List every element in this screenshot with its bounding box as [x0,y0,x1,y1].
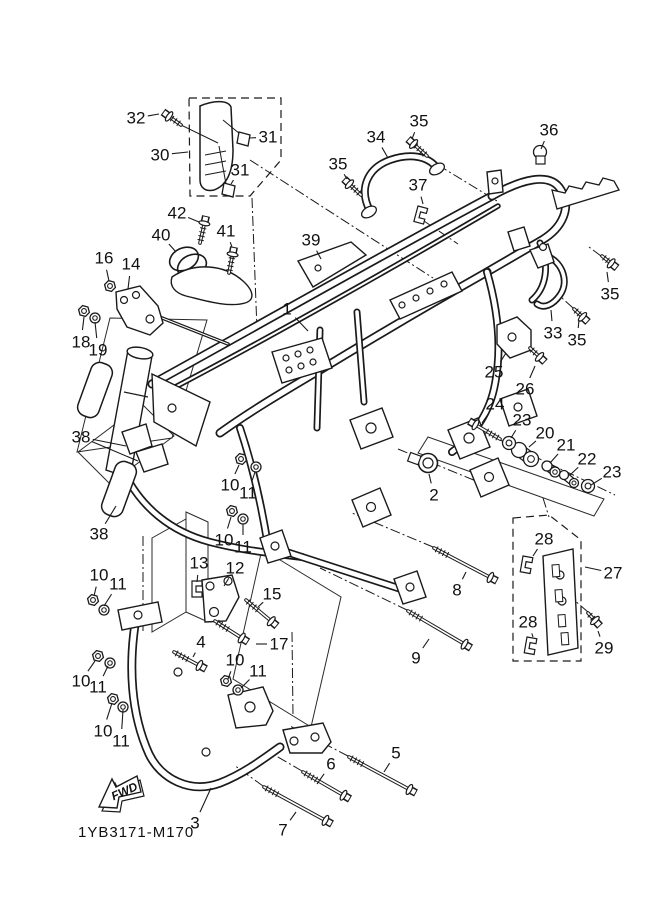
callout-leader-line [169,244,176,252]
part-number-label[interactable]: 27 [603,563,623,583]
part-callout-42[interactable] [168,204,199,223]
part-number-label[interactable]: 11 [112,731,130,751]
callout-leader-line [128,276,130,289]
part-callout-11[interactable] [241,662,267,689]
part-number-label[interactable]: 15 [262,584,282,604]
drawing-code: 1YB3171-M170 [78,824,195,841]
part-callout-2[interactable] [429,474,439,505]
callout-leader-line [550,454,558,463]
part-callout-35[interactable] [568,320,587,350]
part-callout-35[interactable] [601,272,620,304]
part-number-label[interactable]: 13 [189,553,209,573]
part-number-label[interactable]: 10 [225,650,245,670]
part-callout-5[interactable] [384,744,401,773]
part-number-label[interactable]: 42 [167,203,187,223]
part-number-label[interactable]: 24 [485,394,505,414]
callout-leader-line [532,633,533,637]
part-callout-32[interactable] [127,109,159,128]
part-number-label[interactable]: 40 [151,225,171,245]
part-number-label[interactable]: 29 [594,638,614,658]
callout-leader-line [197,575,198,582]
part-number-label[interactable]: 34 [366,127,386,147]
part-number-label[interactable]: 28 [534,529,554,549]
part-number-label[interactable]: 22 [577,449,597,469]
callout-leader-line [462,572,466,579]
part-callout-19[interactable] [89,322,108,360]
part-callout-36[interactable] [540,121,559,150]
part-number-label[interactable]: 33 [543,323,563,343]
part-number-label[interactable]: 5 [391,743,401,763]
part-number-label[interactable]: 10 [220,475,240,495]
part-callout-26[interactable] [516,366,535,399]
part-number-label[interactable]: 4 [196,632,206,652]
part-number-label[interactable]: 28 [518,612,538,632]
callout-leader-line [107,703,112,720]
part-callout-17[interactable] [256,635,288,654]
part-number-label[interactable]: 25 [484,362,504,382]
part-callout-14[interactable] [122,255,141,290]
part-callout-35[interactable] [410,112,429,140]
part-callout-7[interactable] [278,812,296,840]
part-callout-10[interactable] [221,465,240,495]
part-number-label[interactable]: 14 [121,254,141,274]
part-number-callouts [72,109,623,840]
part-number-label[interactable]: 36 [539,120,559,140]
callout-leader-line [104,594,112,606]
part-number-label[interactable]: 11 [239,483,257,503]
part-callout-24[interactable] [482,395,504,424]
part-number-label[interactable]: 21 [556,435,576,455]
part-callout-37[interactable] [409,176,428,205]
part-number-label[interactable]: 10 [214,530,234,550]
part-callout-28[interactable] [533,530,553,557]
part-callout-8[interactable] [452,572,466,600]
part-callout-27[interactable] [585,564,622,583]
part-number-label[interactable]: 8 [452,580,462,600]
part-callout-33[interactable] [544,310,563,343]
part-number-label[interactable]: 7 [278,820,288,840]
part-number-label[interactable]: 37 [408,175,428,195]
part-number-label[interactable]: 41 [216,221,236,241]
callout-leader-line [551,310,552,321]
part-callout-35[interactable] [329,155,348,180]
part-number-label[interactable]: 20 [535,423,555,443]
callout-leader-line [530,366,535,378]
part-number-label[interactable]: 6 [326,754,336,774]
part-number-label[interactable]: 16 [94,248,114,268]
part-number-label[interactable]: 11 [234,537,252,557]
hardware-line-art [79,108,617,827]
callout-leader-line [172,152,188,154]
part-number-label[interactable]: 38 [89,524,109,544]
callout-leader-line [231,180,234,184]
part-number-label[interactable]: 26 [515,379,535,399]
callout-leader-line [290,812,296,820]
part-number-label[interactable]: 1 [282,299,292,319]
part-number-label[interactable]: 10 [89,565,109,585]
callout-leader-line [227,517,231,529]
callout-leader-line [412,132,415,139]
part-number-label[interactable]: 31 [258,127,278,147]
callout-leader-line [230,242,232,247]
callout-leader-line [423,639,429,648]
part-number-label[interactable]: 23 [512,410,532,430]
callout-leader-line [188,218,199,222]
callout-leader-line [94,587,96,596]
callout-leader-line [598,631,600,637]
callout-leader-line [382,147,388,158]
part-callout-10[interactable] [94,703,113,741]
part-number-label[interactable]: 30 [150,145,170,165]
part-number-label[interactable]: 35 [567,330,587,350]
callout-leader-line [103,666,108,676]
part-number-label[interactable]: 10 [71,671,91,691]
fwd-direction-arrow [99,776,144,812]
callout-leader-line [235,465,239,474]
part-callout-28[interactable] [519,613,538,638]
part-callout-6[interactable] [317,755,336,785]
part-number-label[interactable]: 35 [328,154,348,174]
part-callout-9[interactable] [411,639,429,668]
part-callout-13[interactable] [190,554,209,583]
callout-leader-line [88,661,95,671]
part-callout-34[interactable] [367,128,388,159]
part-callout-16[interactable] [95,249,114,282]
part-callout-11[interactable] [234,524,252,557]
part-callout-11[interactable] [89,666,108,697]
part-number-label[interactable]: 3 [190,813,200,833]
part-number-label[interactable]: 38 [71,427,91,447]
part-number-label[interactable]: 17 [269,634,289,654]
part-callout-10[interactable] [90,566,109,597]
part-callout-23[interactable] [511,411,531,439]
callout-leader-line [107,270,109,281]
part-callout-31[interactable] [250,128,277,147]
part-callout-41[interactable] [217,222,236,248]
part-callout-4[interactable] [193,633,206,658]
part-number-label[interactable]: 32 [126,108,146,128]
callout-leader-line [421,197,423,204]
callout-leader-line [533,549,537,556]
part-number-label[interactable]: 2 [429,485,439,505]
callout-leader-line [511,430,516,438]
part-number-label[interactable]: 31 [230,160,250,180]
callout-leader-line [585,567,601,570]
part-number-label[interactable]: 18 [71,332,91,352]
callout-leader-line [384,763,390,772]
part-callout-29[interactable] [595,631,614,658]
part-number-label[interactable]: 23 [602,462,622,482]
callout-leader-line [200,788,211,812]
part-number-label[interactable]: 39 [301,230,321,250]
callout-leader-line [82,317,84,330]
part-callout-40[interactable] [152,226,176,253]
part-number-label[interactable]: 19 [88,340,108,360]
part-number-label[interactable]: 11 [89,677,107,697]
part-callout-11[interactable] [112,710,130,751]
callout-leader-line [95,322,97,338]
part-callout-10[interactable] [226,651,245,680]
callout-leader-line [122,710,123,729]
part-callout-15[interactable] [258,585,281,608]
part-number-label[interactable]: 35 [600,284,620,304]
callout-leader-line [607,272,608,282]
part-callout-31[interactable] [231,161,250,185]
part-number-label[interactable]: 12 [225,558,245,578]
callout-leader-line [148,114,159,116]
part-number-label[interactable]: 10 [93,721,113,741]
part-callout-30[interactable] [151,146,188,165]
part-callout-10[interactable] [215,517,234,550]
part-number-label[interactable]: 9 [411,648,421,668]
part-number-label[interactable]: 35 [409,111,429,131]
part-number-label[interactable]: 11 [109,574,127,594]
callout-leader-line [193,653,195,657]
part-callout-20[interactable] [529,424,554,448]
callout-leader-line [429,474,431,483]
part-number-label[interactable]: 11 [249,661,267,681]
fwd-label: FWD [109,779,140,804]
